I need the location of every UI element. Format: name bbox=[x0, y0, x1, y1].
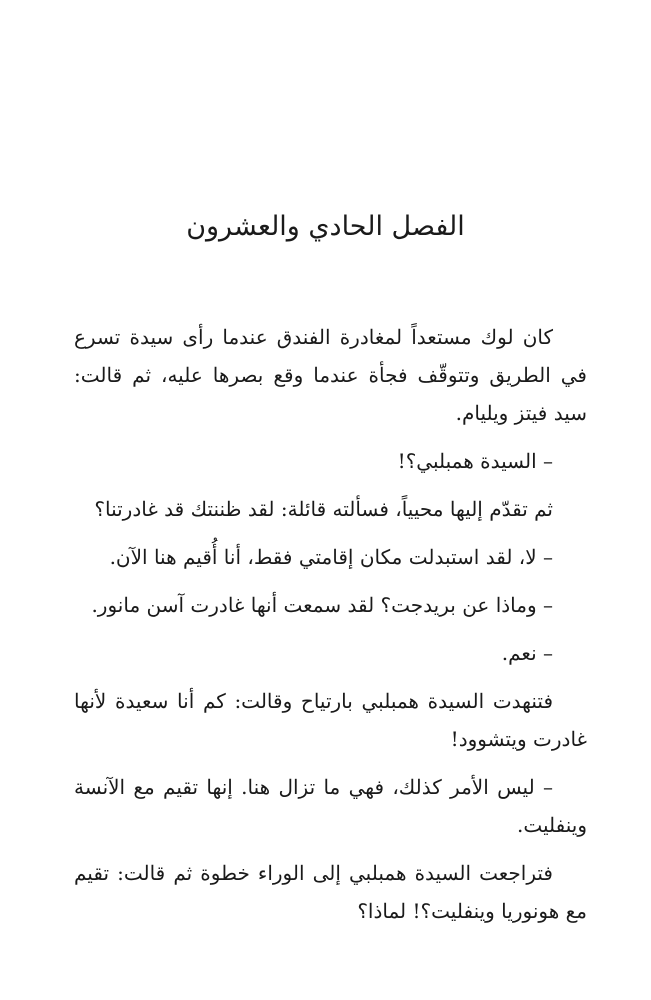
chapter-title: الفصل الحادي والعشرون bbox=[186, 211, 465, 242]
paragraph: ثم تقدّم إليها محيياً، فسألته قائلة: لقد ظننتك قد غادرتنا؟ bbox=[94, 497, 553, 521]
paragraph: – نعم. bbox=[501, 641, 553, 665]
paragraph: فتنهدت السيدة همبلبي بارتياح وقالت: كم أنا سعيدة لأنها غادرت ويتشوود! bbox=[74, 689, 587, 751]
paragraph: – وماذا عن بريدجت؟ لقد سمعت أنها غادرت آسن مانور. bbox=[91, 593, 553, 617]
paragraph: كان لوك مستعداً لمغادرة الفندق عندما رأى سيدة تسرع في الطريق وتتوقّف فجأة عندما وقع بصرها عليه، ثم قالت: سيد فيتز ويليام. bbox=[74, 325, 587, 425]
paragraph: – السيدة همبلبي؟! bbox=[397, 449, 553, 473]
chapter-body bbox=[74, 318, 587, 940]
paragraph: فتراجعت السيدة همبلبي إلى الوراء خطوة ثم قالت: تقيم مع هونوريا وينفليت؟! لماذا؟ bbox=[74, 861, 587, 923]
paragraph: – لا، لقد استبدلت مكان إقامتي فقط، أنا أُقيم هنا الآن. bbox=[109, 545, 553, 569]
paragraph: – ليس الأمر كذلك، فهي ما تزال هنا. إنها تقيم مع الآنسة وينفليت. bbox=[74, 775, 587, 837]
